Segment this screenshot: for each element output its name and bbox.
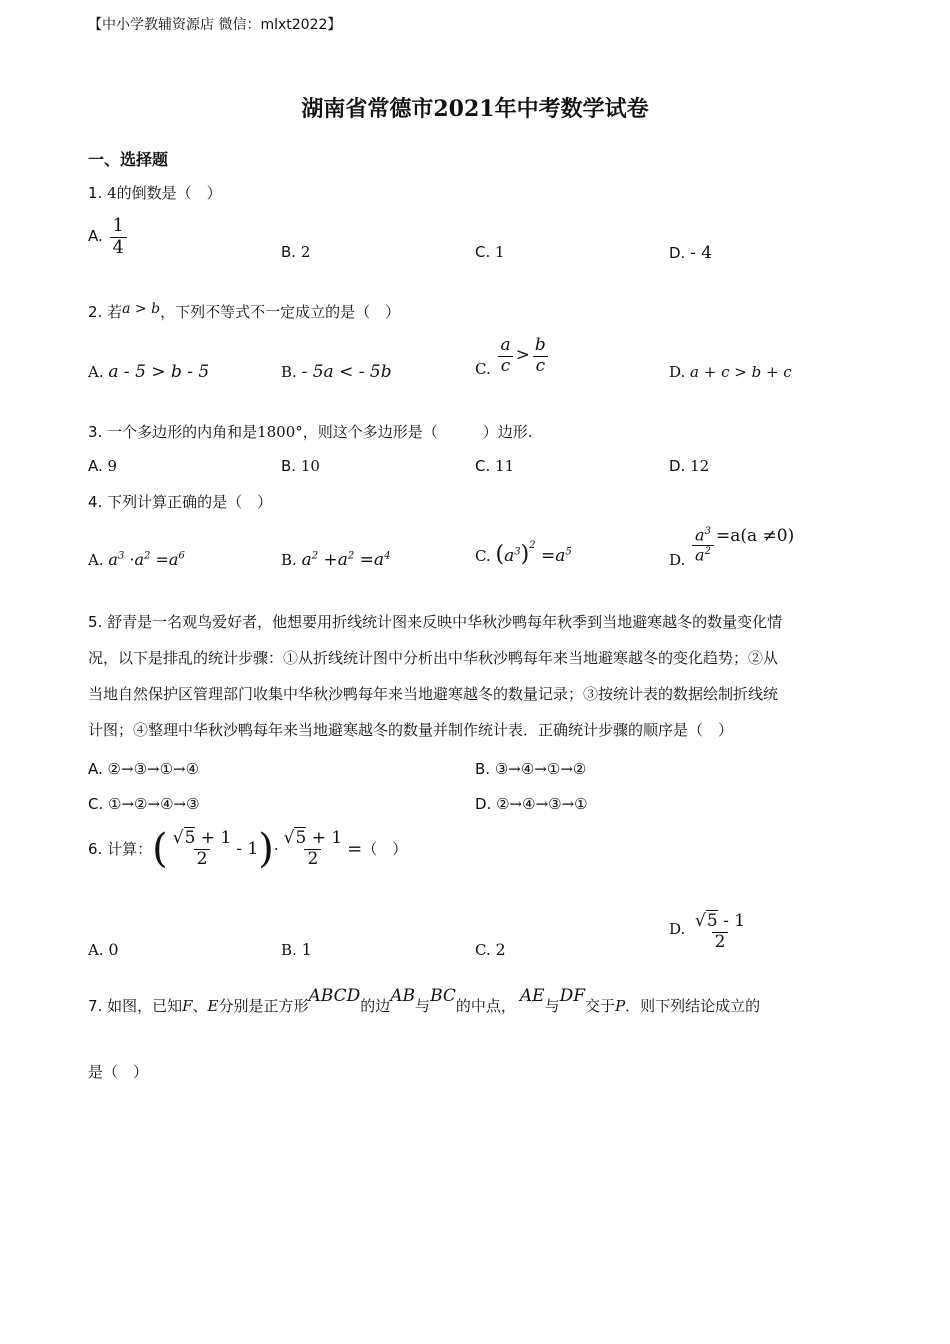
question-number: 3. xyxy=(88,423,103,441)
numerator: b xyxy=(534,335,546,355)
option-label: C. xyxy=(475,547,491,565)
question-text: 计算： xyxy=(107,840,153,859)
condition-expression: a > b xyxy=(122,301,161,317)
option-label: C. xyxy=(475,243,491,261)
q3-option-d[interactable] xyxy=(669,457,709,475)
question-7-continued: 是（ ） xyxy=(88,1063,149,1081)
question-text: 若 xyxy=(107,303,123,321)
denominator: 2 xyxy=(712,932,729,953)
option-label: A. xyxy=(88,457,103,475)
q1-option-b[interactable] xyxy=(281,243,310,261)
numerator: √5 + 1 xyxy=(283,828,343,848)
q1-option-a[interactable] xyxy=(88,216,129,258)
header-source: 【中小学教辅资源店 微信：mlxt2022】 xyxy=(88,17,342,33)
numerator: a xyxy=(500,335,511,355)
option-label: B. xyxy=(281,941,297,959)
option-expression: $(a^3)^2 =a^5$ xyxy=(495,540,572,567)
question-7: 7. 如图，已知F、E分别是正方形ABCD的边AB与BC的中点， AE与DF交于P．则下列结论成立的 xyxy=(88,986,761,1015)
fraction xyxy=(692,526,714,564)
option-value: 11 xyxy=(495,457,515,475)
question-2 xyxy=(88,294,400,331)
option-label: B. xyxy=(281,551,297,569)
option-value: 2 xyxy=(495,940,506,959)
section-heading: 一、选择题 xyxy=(88,150,169,169)
option-label: A. xyxy=(88,941,104,959)
q6-option-d[interactable] xyxy=(669,912,750,952)
numerator: 1 xyxy=(112,215,124,236)
option-value: - 4 xyxy=(690,243,713,263)
question-line: 舒青是一名观鸟爱好者，他想要用折线统计图来反映中华秋沙鸭每年秋季到当地避寒越冬的数量变化情 xyxy=(107,613,783,631)
option-expression: $a^2 +a^2 =a^4$ xyxy=(301,550,391,570)
question-line: 况，以下是排乱的统计步骤：①从折线统计图中分析出中华秋沙鸭每年来当地避寒越冬的变化趋势；②从 xyxy=(88,649,779,667)
option-label: D. xyxy=(669,363,686,381)
option-label: D. xyxy=(475,795,492,813)
operator: > xyxy=(515,345,530,366)
q4-option-a[interactable] xyxy=(88,550,185,569)
question-number: 2. xyxy=(88,303,103,321)
option-label: B. xyxy=(281,243,297,261)
option-expression: $a^3 \cdot a^2 =a^6$ xyxy=(108,550,185,569)
q3-option-c[interactable] xyxy=(475,457,514,475)
q3-option-a[interactable] xyxy=(88,457,117,475)
option-value: ②→④→③→① xyxy=(496,795,588,813)
option-label: C. xyxy=(475,941,491,959)
question-text: 下列计算正确的是（ ） xyxy=(107,493,273,511)
option-value: ②→③→①→④ xyxy=(107,760,200,778)
q6-option-a[interactable] xyxy=(88,940,119,959)
q6-option-b[interactable] xyxy=(281,940,312,959)
option-label: A. xyxy=(88,760,103,778)
numerator: √5 + 1 xyxy=(172,828,232,848)
option-label: D. xyxy=(669,457,686,475)
question-line: 当地自然保护区管理部门收集中华秋沙鸭每年来当地避寒越冬的数量记录；③按统计表的数据绘制折线统 xyxy=(88,685,779,703)
option-label: A. xyxy=(88,363,104,381)
q2-option-a[interactable] xyxy=(88,362,209,382)
option-label: A. xyxy=(88,551,104,569)
option-value: ①→②→④→③ xyxy=(108,795,200,813)
option-expression: =a(a ≠0) xyxy=(715,526,795,547)
question-5 xyxy=(88,604,868,748)
option-label: B. xyxy=(281,363,297,381)
denominator: 4 xyxy=(110,237,127,259)
page-title: 湖南省常德市2021年中考数学试卷 xyxy=(301,96,649,122)
question-text: 一个多边形的内角和是1800°，则这个多边形是（ ）边形. xyxy=(107,423,533,441)
option-label: D. xyxy=(669,551,686,570)
q2-option-d[interactable] xyxy=(669,363,792,381)
q2-option-c[interactable] xyxy=(475,335,551,379)
question-number: 7. xyxy=(88,997,103,1015)
option-value: 1 xyxy=(495,243,505,261)
option-label: D. xyxy=(669,920,686,939)
option-value: 12 xyxy=(690,457,710,475)
option-label: B. xyxy=(281,457,297,475)
question-text: 4的倒数是（ ） xyxy=(107,184,222,202)
denominator: c xyxy=(533,356,549,377)
fraction xyxy=(281,829,346,869)
question-1 xyxy=(88,175,222,211)
q1-option-d[interactable] xyxy=(669,243,712,263)
option-label: D. xyxy=(669,244,686,262)
q5-option-d[interactable] xyxy=(475,795,588,813)
question-6: 6. 计算：( $\frac{√5 + 1}{2}$ - 1)· $\frac{√5 + 1}{2}$ =（ ） xyxy=(88,826,408,873)
option-value: 0 xyxy=(108,940,119,959)
q5-option-b[interactable] xyxy=(475,760,586,778)
denominator: 2 xyxy=(304,849,321,870)
denominator: c xyxy=(498,356,514,377)
option-value: 2 xyxy=(300,243,311,261)
question-number: 1. xyxy=(88,184,103,202)
numerator: $a^3$ xyxy=(695,525,711,545)
question-line: 计图；④整理中华秋沙鸭每年来当地避寒越冬的数量并制作统计表．正确统计步骤的顺序是（ ） xyxy=(88,721,734,739)
question-4 xyxy=(88,484,272,520)
denominator: $a^2$ xyxy=(692,545,714,565)
option-expression: a - 5 > b - 5 xyxy=(108,362,210,382)
question-number: 6. xyxy=(88,840,103,859)
fraction xyxy=(692,912,748,952)
q5-option-c[interactable] xyxy=(88,795,200,813)
q6-option-c[interactable] xyxy=(475,940,506,959)
question-number: 4. xyxy=(88,493,103,511)
option-label: C. xyxy=(88,795,104,813)
q3-option-b[interactable] xyxy=(281,457,320,475)
option-value: 1 xyxy=(301,940,312,959)
fraction xyxy=(170,829,235,869)
fraction xyxy=(532,336,549,376)
question-text: ，下列不等式不一定成立的是（ ） xyxy=(160,303,401,321)
question-3 xyxy=(88,414,533,450)
option-label: C. xyxy=(475,457,491,475)
option-expression: a + c > b + c xyxy=(690,363,792,381)
option-label: B. xyxy=(475,760,491,778)
question-number: 5. xyxy=(88,613,103,631)
fraction xyxy=(110,216,127,258)
denominator: 2 xyxy=(194,849,211,870)
option-label: A. xyxy=(88,227,103,246)
q2-option-b[interactable] xyxy=(281,362,392,382)
fraction xyxy=(498,336,514,376)
q1-option-c[interactable] xyxy=(475,243,505,261)
option-value: 10 xyxy=(300,457,320,475)
q5-option-a[interactable] xyxy=(88,760,199,778)
q4-option-b[interactable] xyxy=(281,550,390,570)
option-expression: - 5a < - 5b xyxy=(301,362,392,382)
option-label: C. xyxy=(475,360,491,379)
option-value: 9 xyxy=(107,457,118,475)
option-value: ③→④→①→② xyxy=(494,760,587,778)
q4-option-d[interactable] xyxy=(669,525,795,570)
numerator: √5 - 1 xyxy=(695,911,746,931)
q4-option-c[interactable] xyxy=(475,542,572,567)
